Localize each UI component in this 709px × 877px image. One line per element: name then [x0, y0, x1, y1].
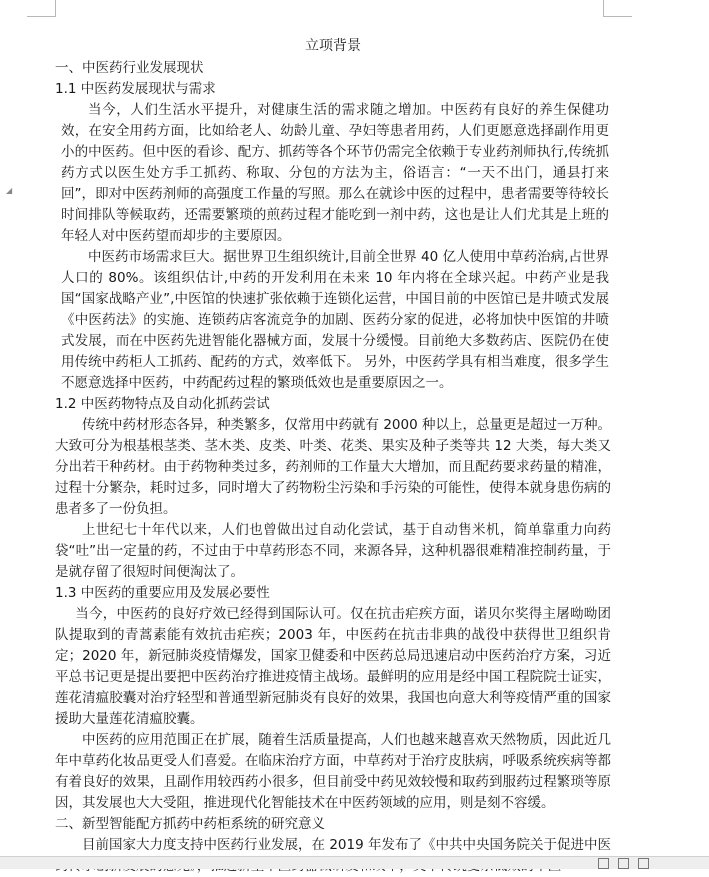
page-view-icon[interactable]	[598, 858, 609, 869]
heading-section-1: 一、中医药行业发展现状	[55, 60, 204, 76]
page-corner-mark-top-right	[603, 0, 632, 17]
heading-section-1-3: 1.3 中医药的重要应用及发展必要性	[55, 585, 270, 601]
heading-section-2: 二、新型智能配方抓药中药柜系统的研究意义	[55, 816, 325, 832]
paragraph: 当今，中医药的良好疗效已经得到国际认可。仅在抗击疟疾方面，诺贝尔奖得主屠呦呦团队提取到的青蒿素能有效抗击疟疾；2003 年，中医药在抗击非典的战役中获得世卫组织肯定；2020 年，新冠肺炎疫情爆发，国家卫健委和中医药总局迅速启动中医药治疗方案，习近平总书记更是提出要把中医药治疗推进疫情主战场。最鲜明的应用是经中国工程院院士证实，莲花清瘟胶囊对治疗轻型和普通型新冠肺炎有良好的效果，我国也向意大利等疫情严重的国家援助大量莲花清瘟胶囊。	[55, 606, 611, 727]
page-corner-mark-top-left	[27, 0, 56, 17]
collapse-triangle-icon[interactable]: ◢	[6, 186, 13, 195]
document-title: 立项背景	[305, 38, 361, 54]
paragraph: 目前国家大力度支持中医药行业发展，在 2019 年发布了《中共中央国务院关于促进中医	[82, 837, 611, 853]
heading-section-1-2: 1.2 中医药物特点及自动化抓药尝试	[55, 396, 270, 412]
paragraph: 中医药的应用范围正在扩展，随着生活质量提高，人们也越来越喜欢天然物质，因此近几年中草药化妆品更受人们喜爱。在临床治疗方面，中草药对于治疗皮肤病，呼吸系统疾病等都有着良好的效果，且副作用较西药小很多，但目前受中药见效较慢和取药到服药过程繁琐等原因，其发展也大大受阻，推进现代化智能技术在中医药领域的应用，则是刻不容缓。	[55, 732, 611, 811]
outline-view-icon[interactable]	[618, 858, 629, 869]
status-bar	[0, 856, 709, 869]
web-view-icon[interactable]	[638, 858, 649, 869]
paragraph: 传统中药材形态各异，种类繁多，仅常用中药就有 2000 种以上，总量更是超过一万种。大致可分为根基根茎类、茎木类、皮类、叶类、花类、果实及种子类等共 12 大类，每大类又分出若干种药材。由于药物种类过多，药剂师的工作量大大增加，而且配药要求药量的精准，过程十分繁杂，耗时过多，同时增大了药物粉尘污染和手污染的可能性，使得本就身患伤病的患者多了一份负担。	[55, 417, 611, 517]
paragraph: 上世纪七十年代以来，人们也曾做出过自动化尝试，基于自动售米机，简单靠重力向药袋“吐”出一定量的药，不过由于中草药形态不同，来源各异，这种机器很难精准控制药量，于是就存留了很短时间便淘汰了。	[55, 522, 611, 580]
heading-section-1-1: 1.1 中医药发展现状与需求	[55, 81, 216, 97]
document-body[interactable]	[55, 36, 611, 877]
view-mode-icons[interactable]	[592, 858, 649, 869]
paragraph: 当今，人们生活水平提升，对健康生活的需求随之增加。中医药有良好的养生保健功效，在安全用药方面，比如给老人、幼龄儿童、孕妇等患者用药，人们更愿意选择副作用更小的中医药。但中医的看诊、配方、抓药等各个环节仍需完全依赖于专业药剂师执行,传统抓药方式以医生处方手工抓药、称取、分包的方法为主，俗语言：“一天不出门，通县打来回”，即对中医药剂师的高强度工作量的写照。那么在就诊中医的过程中，患者需要等待较长时间排队等候取药，还需要繁琐的煎药过程才能吃到一剂中药，这也是让人们尤其是上班的年轻人对中医药望而却步的主要原因。	[61, 102, 609, 244]
paragraph: 中医药市场需求巨大。据世界卫生组织统计,目前全世界 40 亿人使用中草药治病,占世界人口的 80%。该组织估计,中药的开发利用在未来 10 年内将在全球兴起。中药产业是我国“国家战略产业”,中医馆的快速扩张依赖于连锁化运营，中国目前的中医馆已是井喷式发展《中医药法》的实施、连锁药店客流竞争的加剧、医药分家的促进，必将加快中医馆的井喷式发展，而在中医药先进智能化器械方面，发展十分缓慢。目前绝大多数药店、医院仍在使用传统中药柜人工抓药、配药的方式，效率低下。 另外，中医药学具有相当难度，很多学生不愿意选择中医药，中药配药过程的繁琐低效也是重要原因之一。	[61, 249, 609, 391]
